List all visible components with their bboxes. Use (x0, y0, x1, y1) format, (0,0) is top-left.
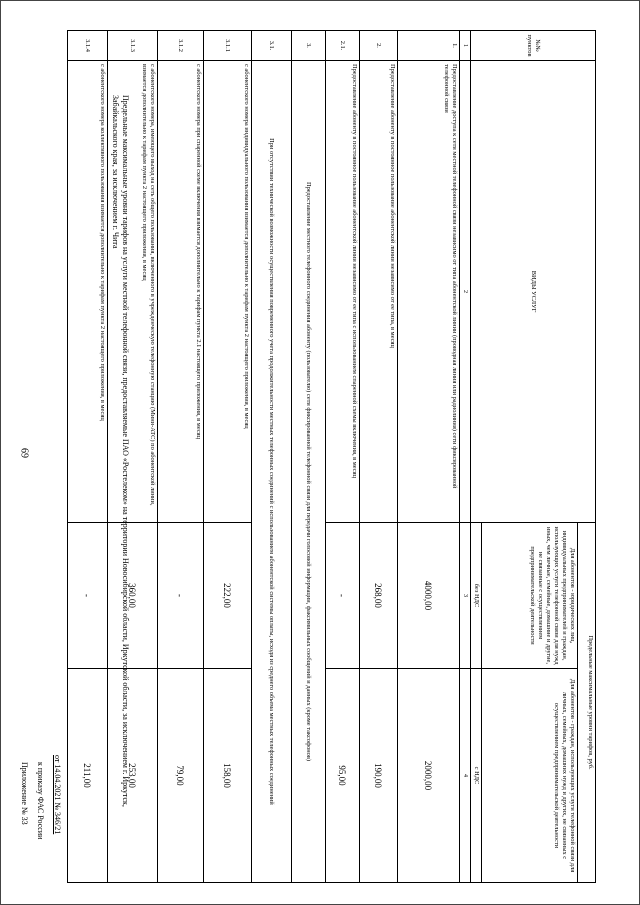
row-text: с абонентского номера индивидуального пользования взимается дополнительно к тарифам пункта 2 настоящего приложения, в месяц (204, 61, 252, 523)
price-no-vat: - (326, 523, 360, 669)
col-number: 3 (460, 523, 471, 669)
row-num: 3.1.3 (108, 31, 158, 61)
price-with-vat: 190,00 (360, 669, 398, 883)
row-text: с абонентского номера коллективного пользования взимается дополнительно к тарифам пункта 2 настоящего приложения, в месяц (68, 61, 108, 523)
col-header-legal: Для абонентов - юридических лиц, индивидуальных предпринимателей и граждан, использующих услуги телефонной связи для нужд иных, чем личные, семейные, домашние и другие, не связанные с осуществлением предпринимательской деятельности (482, 523, 578, 669)
price-no-vat: 360,00 (108, 523, 158, 669)
tariff-table (67, 30, 596, 883)
price-no-vat: - (68, 523, 108, 669)
row-num: 3.1.1 (204, 31, 252, 61)
table-row (204, 31, 252, 883)
row-num: 3.1.2 (158, 31, 204, 61)
row-num: 1. (398, 31, 460, 61)
price-no-vat: 4000,00 (398, 523, 460, 669)
row-text: Предоставление доступа к сети местной телефонной связи независимо от типа абонентской линии (проводная линия или радиолиния) сети фиксированной телефонной связи (398, 61, 460, 523)
section-text: При отсутствии технической возможности осуществления повременного учета продолжительности местных телефонных соединений с использованием абонентской системы оплаты, исходя из среднего объема местных телефонных соединений (252, 61, 292, 883)
table-row (158, 31, 204, 883)
col-header-no-vat: без НДС (471, 523, 482, 669)
table-row (360, 31, 398, 883)
table-row (68, 31, 108, 883)
col-header-with-vat: с НДС (471, 669, 482, 883)
row-num: 2. (360, 31, 398, 61)
row-text: Предоставление абоненту в постоянное пользование абонентской линии независимо от ее типа с использованием спаренной схемы включения, в месяц (326, 61, 360, 523)
table-row (326, 31, 360, 883)
price-no-vat: 268,00 (360, 523, 398, 669)
col-number: 2 (460, 61, 471, 523)
col-header-citizens: Для абонентов - граждан, использующих услуги телефонной связи для личных, семейных, домашних нужд и других, не связанных с осуществлением предпринимательской деятельности (482, 669, 578, 883)
document-title: Предельные максимальные уровни тарифов на услуги местной телефонной связи, предоставляемые ПАО «Ростелеком» на территории Новосибирской области, Иркутской области, за исключением г. Иркутск, Забайкальского края, за исключением г. Чита (111, 95, 130, 807)
section-num: 3. (292, 31, 326, 61)
table-row (108, 31, 158, 883)
section-num: 3.1. (252, 31, 292, 61)
price-with-vat: 95,00 (326, 669, 360, 883)
row-text: с абонентского номера при спаренной схеме включения взимается дополнительно к тарифам пункта 2.1 настоящего приложения, в месяц (158, 61, 204, 523)
row-text: Предоставление абоненту в постоянное пользование абонентской линии независимо от ее типа, в месяц (360, 61, 398, 523)
price-with-vat: 253,00 (108, 669, 158, 883)
col-header-num: №№ пунктов (471, 31, 596, 61)
col-header-group: Предельные максимальные уровни тарифов, руб. (578, 523, 596, 883)
order-date: от 14.04.2021 № 346/21 (53, 755, 62, 835)
price-with-vat: 79,00 (158, 669, 204, 883)
price-no-vat: 222,00 (204, 523, 252, 669)
table-row (398, 31, 460, 883)
price-with-vat: 211,00 (68, 669, 108, 883)
section-row (292, 31, 326, 883)
row-num: 3.1.4 (68, 31, 108, 61)
col-number: 1 (460, 31, 471, 61)
appendix-number: Приложение № 33 (20, 762, 29, 825)
page-number: 69 (18, 448, 30, 458)
price-with-vat: 2000,00 (398, 669, 460, 883)
row-num: 2.1. (326, 31, 360, 61)
col-number: 4 (460, 669, 471, 883)
order-reference: к приказу ФАС России (36, 762, 45, 840)
row-text: с абонентского номера, имеющего выход на сеть общего пользования, включенного в учрежденческую телефонную станцию (Мини-АТС) по абонентской линии, взимается дополнительно к тарифам пункта 2 настоящего приложения, в месяц (108, 61, 158, 523)
section-text: Предоставление местного телефонного соединения абоненту (пользователю) сети фиксированной телефонной связи для передачи голосовой информации, факсимильных сообщений и данных (кроме таксофонов) (292, 61, 326, 883)
price-no-vat: - (158, 523, 204, 669)
price-with-vat: 158,00 (204, 669, 252, 883)
section-row (252, 31, 292, 883)
col-header-services: ВИДЫ УСЛУГ (471, 61, 596, 523)
